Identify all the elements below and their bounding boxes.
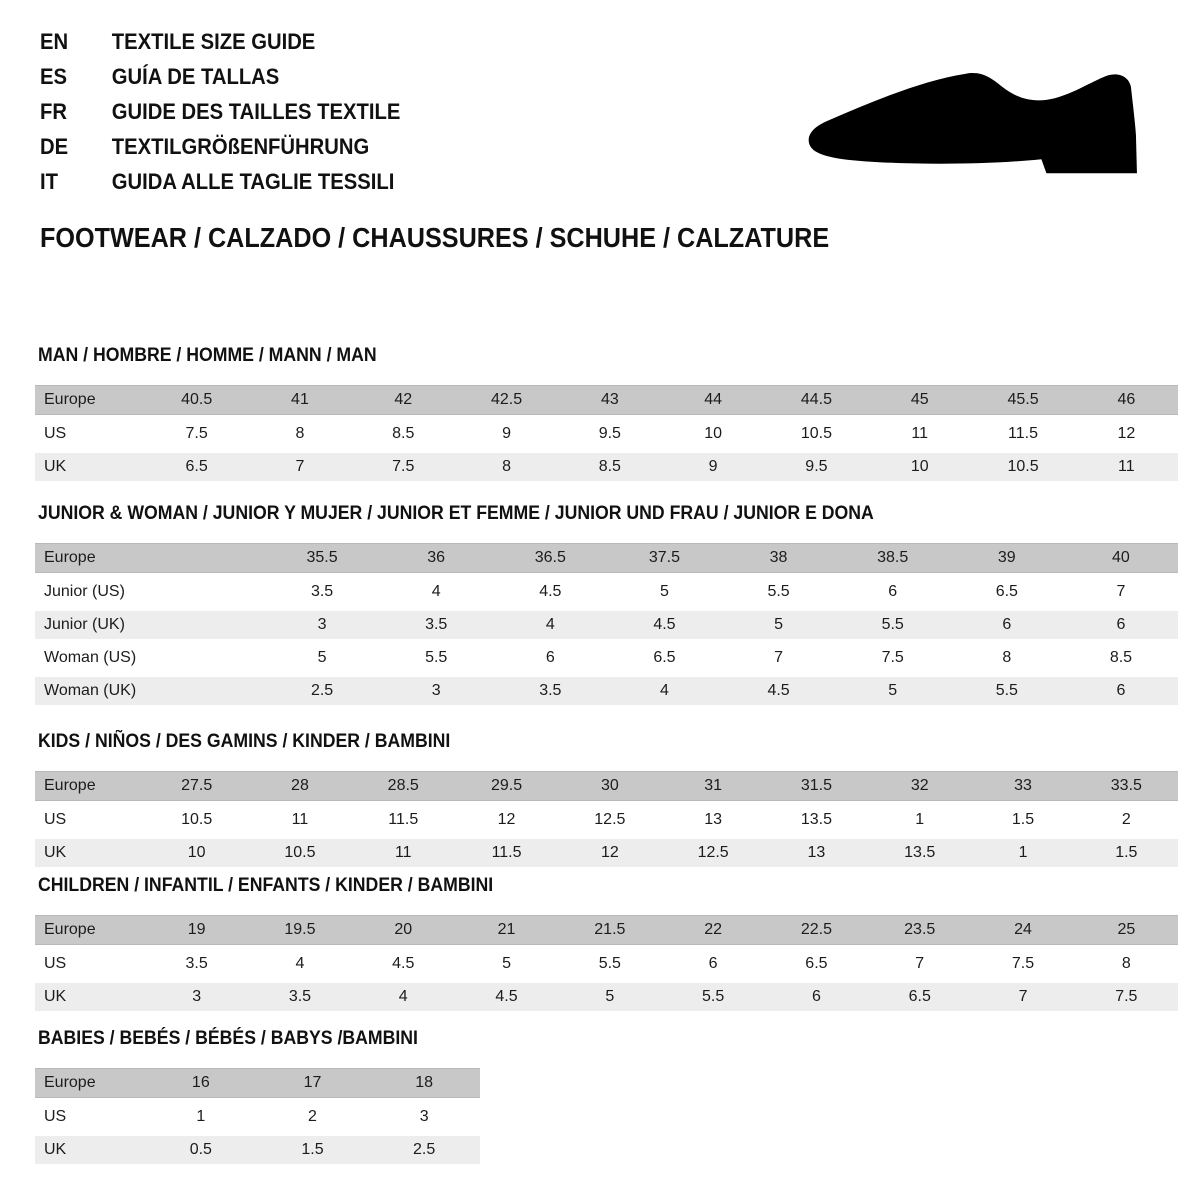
size-value: 6: [1064, 611, 1178, 639]
table-row: [35, 983, 1178, 1011]
size-section-man: [35, 345, 1178, 486]
language-label: GUIDA ALLE TAGLIE TESSILI: [111, 169, 395, 194]
size-value: 7.5: [1075, 983, 1178, 1011]
size-value: 8.5: [558, 453, 661, 481]
size-value: 40: [1064, 543, 1178, 573]
size-value: 10.5: [765, 420, 868, 448]
size-value: 32: [868, 771, 971, 801]
table-row: [35, 420, 1178, 448]
size-value: 8: [950, 644, 1064, 672]
size-value: 7.5: [836, 644, 950, 672]
size-value: 10: [145, 839, 248, 867]
size-value: 12.5: [558, 806, 661, 834]
size-value: 1.5: [257, 1136, 369, 1164]
section-title: JUNIOR & WOMAN / JUNIOR Y MUJER / JUNIOR ET FEMME / JUNIOR UND FRAU / JUNIOR E DONA: [38, 503, 874, 524]
table-row: [35, 1136, 480, 1164]
size-value: 6.5: [950, 578, 1064, 606]
size-table: [35, 910, 1178, 1016]
size-value: 5: [607, 578, 721, 606]
size-value: 11.5: [455, 839, 558, 867]
size-value: 16: [145, 1068, 257, 1098]
size-value: 10.5: [971, 453, 1074, 481]
size-value: 27.5: [145, 771, 248, 801]
size-value: 11: [352, 839, 455, 867]
size-value: 42.5: [455, 385, 558, 415]
size-value: 41: [248, 385, 351, 415]
size-value: 1: [971, 839, 1074, 867]
table-row: [35, 806, 1178, 834]
size-value: 2.5: [368, 1136, 480, 1164]
size-value: 3: [368, 1103, 480, 1131]
table-header-row: [35, 543, 1178, 573]
size-value: 6: [661, 950, 764, 978]
row-label: US: [35, 420, 145, 448]
table-row: [35, 677, 1178, 705]
size-value: 44.5: [765, 385, 868, 415]
size-value: 37.5: [607, 543, 721, 573]
row-label: Europe: [35, 771, 145, 801]
size-value: 11.5: [971, 420, 1074, 448]
size-value: 19.5: [248, 915, 351, 945]
size-section-children: [35, 875, 1178, 1016]
size-value: 20: [352, 915, 455, 945]
language-label: TEXTILE SIZE GUIDE: [111, 29, 316, 54]
size-value: 12: [455, 806, 558, 834]
size-value: 4: [352, 983, 455, 1011]
section-title: BABIES / BEBÉS / BÉBÉS / BABYS /BAMBINI: [38, 1028, 418, 1049]
size-table: [35, 538, 1178, 710]
size-value: 6.5: [607, 644, 721, 672]
size-value: 12: [1075, 420, 1178, 448]
row-label: Europe: [35, 385, 145, 415]
size-value: 11: [248, 806, 351, 834]
size-value: 10.5: [145, 806, 248, 834]
size-value: 5: [558, 983, 661, 1011]
size-value: 44: [661, 385, 764, 415]
language-label: GUIDE DES TAILLES TEXTILE: [111, 99, 401, 124]
row-label: US: [35, 950, 145, 978]
section-title: KIDS / NIÑOS / DES GAMINS / KINDER / BAMBINI: [38, 731, 451, 752]
size-value: 46: [1075, 385, 1178, 415]
size-value: 12: [558, 839, 661, 867]
size-value: 17: [257, 1068, 369, 1098]
row-label: Junior (US): [35, 578, 265, 606]
size-value: 23.5: [868, 915, 971, 945]
language-code: DE: [40, 134, 69, 159]
size-value: 3.5: [493, 677, 607, 705]
size-value: 7: [248, 453, 351, 481]
language-code: FR: [40, 99, 67, 124]
language-code: IT: [40, 169, 58, 194]
size-value: 1: [868, 806, 971, 834]
size-value: 33: [971, 771, 1074, 801]
table-header-row: [35, 1068, 480, 1098]
table-row: [35, 578, 1178, 606]
size-value: 6: [950, 611, 1064, 639]
size-value: 6: [1064, 677, 1178, 705]
row-label: Woman (US): [35, 644, 265, 672]
size-value: 2: [1075, 806, 1178, 834]
language-header: [40, 24, 400, 199]
size-value: 2: [257, 1103, 369, 1131]
size-value: 31: [661, 771, 764, 801]
size-table: [35, 766, 1178, 872]
size-value: 4.5: [493, 578, 607, 606]
size-value: 7: [971, 983, 1074, 1011]
table-header-row: [35, 385, 1178, 415]
size-value: 3.5: [379, 611, 493, 639]
size-value: 30: [558, 771, 661, 801]
size-value: 3.5: [248, 983, 351, 1011]
size-value: 13.5: [765, 806, 868, 834]
section-title: MAN / HOMBRE / HOMME / MANN / MAN: [38, 345, 377, 366]
row-label: Junior (UK): [35, 611, 265, 639]
size-value: 36: [379, 543, 493, 573]
size-value: 5.5: [950, 677, 1064, 705]
size-value: 9.5: [558, 420, 661, 448]
size-value: 36.5: [493, 543, 607, 573]
table-row: [35, 453, 1178, 481]
size-value: 9: [455, 420, 558, 448]
size-value: 1.5: [1075, 839, 1178, 867]
size-value: 5.5: [379, 644, 493, 672]
size-value: 8: [455, 453, 558, 481]
size-value: 6.5: [765, 950, 868, 978]
size-value: 13.5: [868, 839, 971, 867]
size-section-junior-woman: [35, 503, 1178, 710]
size-value: 45: [868, 385, 971, 415]
size-value: 6: [765, 983, 868, 1011]
size-value: 4.5: [455, 983, 558, 1011]
size-value: 4.5: [607, 611, 721, 639]
size-value: 11: [868, 420, 971, 448]
size-value: 6: [493, 644, 607, 672]
size-value: 11: [1075, 453, 1178, 481]
size-value: 4: [607, 677, 721, 705]
size-section-kids: [35, 731, 1178, 872]
row-label: UK: [35, 983, 145, 1011]
row-label: Woman (UK): [35, 677, 265, 705]
row-label: US: [35, 806, 145, 834]
size-value: 38: [722, 543, 836, 573]
language-code: ES: [40, 64, 68, 89]
section-title: CHILDREN / INFANTIL / ENFANTS / KINDER / BAMBINI: [38, 875, 494, 896]
shoe-icon: [803, 68, 1145, 184]
size-value: 8.5: [352, 420, 455, 448]
size-table: [35, 1063, 480, 1169]
size-value: 13: [765, 839, 868, 867]
size-value: 5.5: [722, 578, 836, 606]
size-value: 5: [455, 950, 558, 978]
size-value: 13: [661, 806, 764, 834]
size-value: 10.5: [248, 839, 351, 867]
table-row: [35, 1103, 480, 1131]
size-value: 33.5: [1075, 771, 1178, 801]
size-value: 8: [1075, 950, 1178, 978]
size-value: 4: [379, 578, 493, 606]
table-row: [35, 950, 1178, 978]
size-value: 28: [248, 771, 351, 801]
size-value: 29.5: [455, 771, 558, 801]
size-value: 5.5: [836, 611, 950, 639]
size-value: 18: [368, 1068, 480, 1098]
size-value: 25: [1075, 915, 1178, 945]
table-header-row: [35, 771, 1178, 801]
size-value: 22.5: [765, 915, 868, 945]
size-value: 43: [558, 385, 661, 415]
size-value: 2.5: [265, 677, 379, 705]
size-value: 40.5: [145, 385, 248, 415]
row-label: UK: [35, 839, 145, 867]
size-value: 5: [722, 611, 836, 639]
size-value: 39: [950, 543, 1064, 573]
size-value: 5.5: [661, 983, 764, 1011]
row-label: Europe: [35, 543, 265, 573]
size-value: 7.5: [145, 420, 248, 448]
table-row: [35, 611, 1178, 639]
size-value: 21.5: [558, 915, 661, 945]
size-value: 7.5: [352, 453, 455, 481]
size-value: 7: [1064, 578, 1178, 606]
size-value: 4.5: [722, 677, 836, 705]
size-value: 10: [661, 420, 764, 448]
size-value: 11.5: [352, 806, 455, 834]
table-header-row: [35, 915, 1178, 945]
size-value: 28.5: [352, 771, 455, 801]
language-code: EN: [40, 29, 69, 54]
size-value: 0.5: [145, 1136, 257, 1164]
row-label: Europe: [35, 1068, 145, 1098]
size-value: 4: [493, 611, 607, 639]
table-row: [35, 644, 1178, 672]
size-value: 5: [836, 677, 950, 705]
size-value: 8: [248, 420, 351, 448]
size-value: 24: [971, 915, 1074, 945]
size-value: 3: [379, 677, 493, 705]
size-value: 6.5: [145, 453, 248, 481]
size-value: 5.5: [558, 950, 661, 978]
size-value: 8.5: [1064, 644, 1178, 672]
size-value: 3: [265, 611, 379, 639]
size-value: 45.5: [971, 385, 1074, 415]
size-value: 5: [265, 644, 379, 672]
row-label: UK: [35, 453, 145, 481]
row-label: US: [35, 1103, 145, 1131]
size-value: 3: [145, 983, 248, 1011]
size-value: 42: [352, 385, 455, 415]
size-value: 10: [868, 453, 971, 481]
category-title: FOOTWEAR / CALZADO / CHAUSSURES / SCHUHE / CALZATURE: [40, 222, 830, 253]
size-value: 19: [145, 915, 248, 945]
size-value: 1.5: [971, 806, 1074, 834]
size-value: 7.5: [971, 950, 1074, 978]
size-value: 4.5: [352, 950, 455, 978]
size-value: 1: [145, 1103, 257, 1131]
row-label: UK: [35, 1136, 145, 1164]
size-value: 38.5: [836, 543, 950, 573]
size-value: 6: [836, 578, 950, 606]
size-value: 3.5: [145, 950, 248, 978]
size-value: 9.5: [765, 453, 868, 481]
size-value: 21: [455, 915, 558, 945]
size-value: 7: [868, 950, 971, 978]
size-value: 7: [722, 644, 836, 672]
size-value: 9: [661, 453, 764, 481]
size-value: 6.5: [868, 983, 971, 1011]
size-value: 4: [248, 950, 351, 978]
row-label: Europe: [35, 915, 145, 945]
size-section-babies: [35, 1028, 1178, 1169]
size-value: 22: [661, 915, 764, 945]
language-label: TEXTILGRÖßENFÜHRUNG: [111, 134, 370, 159]
size-value: 12.5: [661, 839, 764, 867]
table-row: [35, 839, 1178, 867]
size-value: 31.5: [765, 771, 868, 801]
language-label: GUÍA DE TALLAS: [111, 64, 280, 89]
size-value: 3.5: [265, 578, 379, 606]
size-table: [35, 380, 1178, 486]
size-value: 35.5: [265, 543, 379, 573]
